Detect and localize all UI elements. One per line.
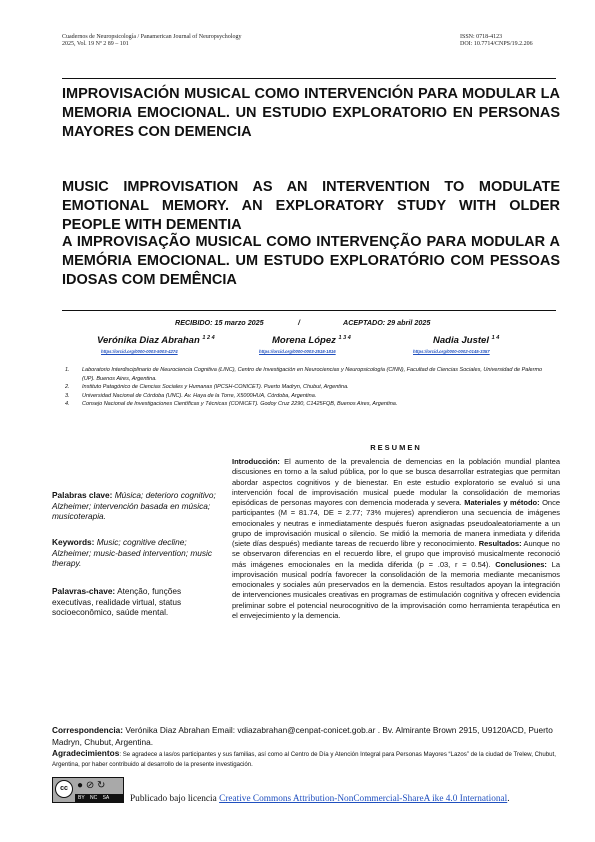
conclusions-text: La improvisación musical podría favorecer la consolidación de la memoria mediante mecanismos emocionales y sociales aún preservados en la demencia. Estos resultados apoyan la integración de intervenciones musicales creativas en programas de estimulación cognitiva y ofrecen evidencia preliminar sobre el potencial neurocognitivo de la improvisación como herramienta terapéutica en el envejecimiento y la demencia.	[232, 559, 560, 620]
issn: ISSN: 0718-4123	[460, 34, 503, 40]
keywords-spanish	[52, 490, 222, 522]
abstract-body	[232, 457, 560, 621]
affiliations-list	[62, 366, 556, 409]
methods-text: Once participantes (M = 81.74, DE = 2.77; 73% mujeres) aprendieron una secuencia de imágenes emocionales y neutras e inmediatamente después fueron asignadas pseudoaleatoriamente a un grupo de improvisación musical o silencio. Se midió la memoria de manera inmediata y diferida (siete días después) mediante tareas de recuerdo libre y reconocimiento.	[232, 498, 561, 548]
results-label: Resultados:	[478, 539, 522, 548]
title-bottom-rule	[62, 310, 556, 311]
affiliation-number: 4.	[65, 401, 70, 408]
nc-icon: ⊘	[85, 780, 95, 791]
affiliation-number: 3.	[65, 392, 70, 399]
author-name: Nadia Justel	[433, 335, 489, 347]
author-affiliation-marks: 1 3 4	[338, 335, 351, 341]
affiliation-number: 2.	[65, 384, 70, 391]
author-affiliation-marks: 1 2 4	[202, 335, 215, 341]
intro-label: Introducción:	[232, 457, 280, 466]
author-name: Morena López	[272, 335, 336, 347]
correspondence-text: Verónika Diaz Abrahan Email: vdiazabrahan@cenpat-conicet.gob.ar . Bv. Almirante Brown 2915, U9120ACD, Puerto Madryn, Chubut, Argentina.	[52, 725, 553, 747]
license-prefix: Publicado bajo licencia	[130, 794, 217, 804]
affiliation-text: Laboratorio Interdisciplinario de Neurociencia Cognitiva (LINC), Centro de Investigación en Neurociencias y Neuropsicología (CINN), Facultad de Ciencias Sociales, Universidad de Palermo (UP). Buenos Aires, Argentina.	[82, 367, 543, 382]
license-statement	[130, 794, 510, 804]
author-3-orcid-link[interactable]: https://orcid.org/0000-0002-0145-3357	[413, 349, 490, 354]
results-text: Aunque no se observaron diferencias en el recuerdo libre, el grupo que improvisó musicalmente reconoció más imágenes emocionales en la medida diferida (p = .03, r = 0.54).	[232, 539, 560, 569]
keywords-label: Palabras clave:	[52, 490, 113, 500]
affiliation-text: Instituto Patagónico de Ciencias Sociales y Humanas (IPCSH-CONICET). Puerto Madryn, Chubut, Argentina.	[82, 384, 349, 391]
author-name: Verónika Diaz Abrahan	[97, 335, 200, 347]
keywords-value: Music; cognitive decline; Alzheimer; music-based intervention; music therapy.	[52, 537, 213, 569]
affiliation-item	[62, 400, 556, 409]
received-date: RECIBIDO: 15 marzo 2025	[175, 318, 264, 327]
keywords-english	[52, 537, 222, 569]
author-3	[433, 335, 499, 346]
intro-text: El aumento de la prevalencia de demencias en la población mundial plantea discusiones en torno a la salud pública, por lo que se busca desarrollar estrategias que permitan abordar aspectos cognitivos y de bienestar. En este estudio exploratorio se evaluó si una intervención focal de improvisación musical puede modular la consolidación de memorias episódicas de personas mayores con demencia moderada y severa.	[232, 457, 560, 507]
affiliation-number: 1.	[65, 367, 70, 373]
cc-symbols	[77, 780, 105, 791]
author-2	[272, 335, 351, 346]
correspondence-label: Correspondencia:	[52, 725, 123, 735]
journal-volume: 2025, Vol. 19 Nº 2 89 – 101	[62, 41, 129, 47]
journal-name: Cuadernos de Neuropsicología / Panamerican Journal of Neuropsychology	[62, 34, 242, 40]
keywords-label: Palavras-chave:	[52, 586, 116, 596]
license-link[interactable]: Creative Commons Attribution-NonCommercial-ShareA ike 4.0 International	[219, 794, 508, 804]
correspondence	[52, 724, 560, 748]
by-icon: ●	[77, 780, 84, 791]
author-2-orcid-link[interactable]: https://orcid.org/0000-0003-2518-1816	[259, 349, 336, 354]
affiliation-text: Consejo Nacional de Investigaciones Científicas y Técnicas (CONICET). Godoy Cruz 2290, C1425FQB, Buenos Aires, Argentina.	[82, 401, 398, 408]
author-1	[97, 335, 215, 346]
author-1-orcid-link[interactable]: https://orcid.org/0000-0003-5003-4274	[101, 349, 178, 354]
top-rule	[62, 78, 556, 79]
sa-icon: ↻	[97, 780, 106, 791]
acknowledgments-label: Agradecimientos	[52, 748, 120, 758]
methods-label: Materiales y método:	[464, 498, 540, 507]
accepted-date: ACEPTADO: 29 abril 2025	[343, 318, 431, 327]
keywords-value: Atenção, funções executivas, realidade virtual, status socioeconômico, saúde mental.	[52, 586, 182, 618]
acknowledgments	[52, 748, 560, 770]
acknowledgments-text: : Se agradece a las/os participantes y sus familias, así como al Centro de Día y Atención Integral para Personas Mayores “Lazos” de la ciudad de Trelew, Chubut, Argentina, por haber contribuido al desarrollo de la presente investigación.	[52, 751, 556, 768]
author-affiliation-marks: 1 4	[491, 335, 500, 341]
keywords-label: Keywords:	[52, 537, 95, 547]
title-portuguese: A IMPROVISAÇÃO MUSICAL COMO INTERVENÇÃO PARA MODULAR A MEMÓRIA EMOCIONAL. UM ESTUDO EXPLORATÓRIO COM PESSOAS IDOSAS COM DEMÊNCIA	[62, 234, 560, 288]
date-separator: /	[298, 318, 300, 327]
abstract-heading: RESUMEN	[370, 443, 422, 452]
cc-logo-icon: cc	[55, 780, 73, 798]
title-english: MUSIC IMPROVISATION AS AN INTERVENTION TO MODULATE EMOTIONAL MEMORY. AN EXPLORATORY STUDY WITH OLDER PEOPLE WITH DEMENTIA	[62, 179, 560, 233]
doi: DOI: 10.7714/CNPS/19.2.206	[460, 41, 533, 47]
affiliation-text: Universidad Nacional de Córdoba (UNC). Av. Haya de la Torre, X5000HUA, Córdoba, Argentina.	[82, 392, 317, 399]
affiliation-item	[62, 392, 556, 401]
title-spanish: IMPROVISACIÓN MUSICAL COMO INTERVENCIÓN PARA MODULAR LA MEMORIA EMOCIONAL. UN ESTUDIO EXPLORATORIO EN PERSONAS MAYORES CON DEMENCIA	[62, 86, 560, 140]
license-suffix: .	[507, 794, 510, 804]
cc-license-badge[interactable]	[52, 777, 124, 803]
running-header-right	[460, 34, 533, 48]
conclusions-label: Conclusiones:	[495, 559, 547, 569]
keywords-portuguese	[52, 586, 222, 618]
running-header-left	[62, 34, 241, 48]
cc-badge-labels: BY NC SA	[75, 794, 123, 802]
keywords-value: Música; deterioro cognitivo; Alzheimer; intervención basada en música; musicoterapia.	[52, 490, 216, 522]
affiliation-item	[62, 383, 556, 392]
affiliation-item	[62, 366, 556, 383]
